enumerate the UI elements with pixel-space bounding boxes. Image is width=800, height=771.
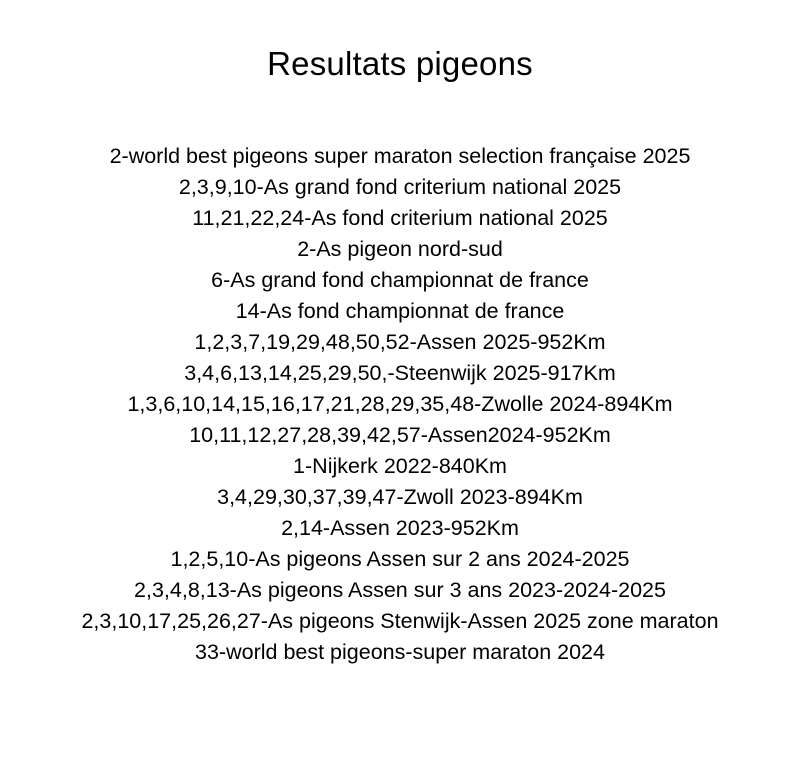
list-item: 2,3,10,17,25,26,27-As pigeons Stenwijk-Assen 2025 zone maraton <box>81 608 719 633</box>
results-list <box>0 84 800 668</box>
list-item: 2,14-Assen 2023-952Km <box>281 515 519 540</box>
list-item: 2-world best pigeons super maraton selection française 2025 <box>109 143 691 168</box>
list-item: 3,4,29,30,37,39,47-Zwoll 2023-894Km <box>217 484 583 509</box>
list-item: 1,2,5,10-As pigeons Assen sur 2 ans 2024-2025 <box>170 546 630 571</box>
list-item: 1,2,3,7,19,29,48,50,52-Assen 2025-952Km <box>194 329 606 354</box>
list-item: 33-world best pigeons-super maraton 2024 <box>195 639 605 664</box>
list-item: 2,3,9,10-As grand fond criterium national 2025 <box>178 174 622 199</box>
list-item: 6-As grand fond championnat de france <box>211 267 589 292</box>
list-item: 2-As pigeon nord-sud <box>297 236 503 261</box>
list-item: 10,11,12,27,28,39,42,57-Assen2024-952Km <box>189 422 611 447</box>
list-item: 3,4,6,13,14,25,29,50,-Steenwijk 2025-917Km <box>184 360 616 385</box>
list-item: 2,3,4,8,13-As pigeons Assen sur 3 ans 2023-2024-2025 <box>134 577 666 602</box>
list-item: 1-Nijkerk 2022-840Km <box>293 453 507 478</box>
list-item: 11,21,22,24-As fond criterium national 2025 <box>192 205 608 230</box>
list-item: 14-As fond championnat de france <box>235 298 565 323</box>
page-title: Resultats pigeons <box>267 45 533 82</box>
list-item: 1,3,6,10,14,15,16,17,21,28,29,35,48-Zwolle 2024-894Km <box>127 391 673 416</box>
